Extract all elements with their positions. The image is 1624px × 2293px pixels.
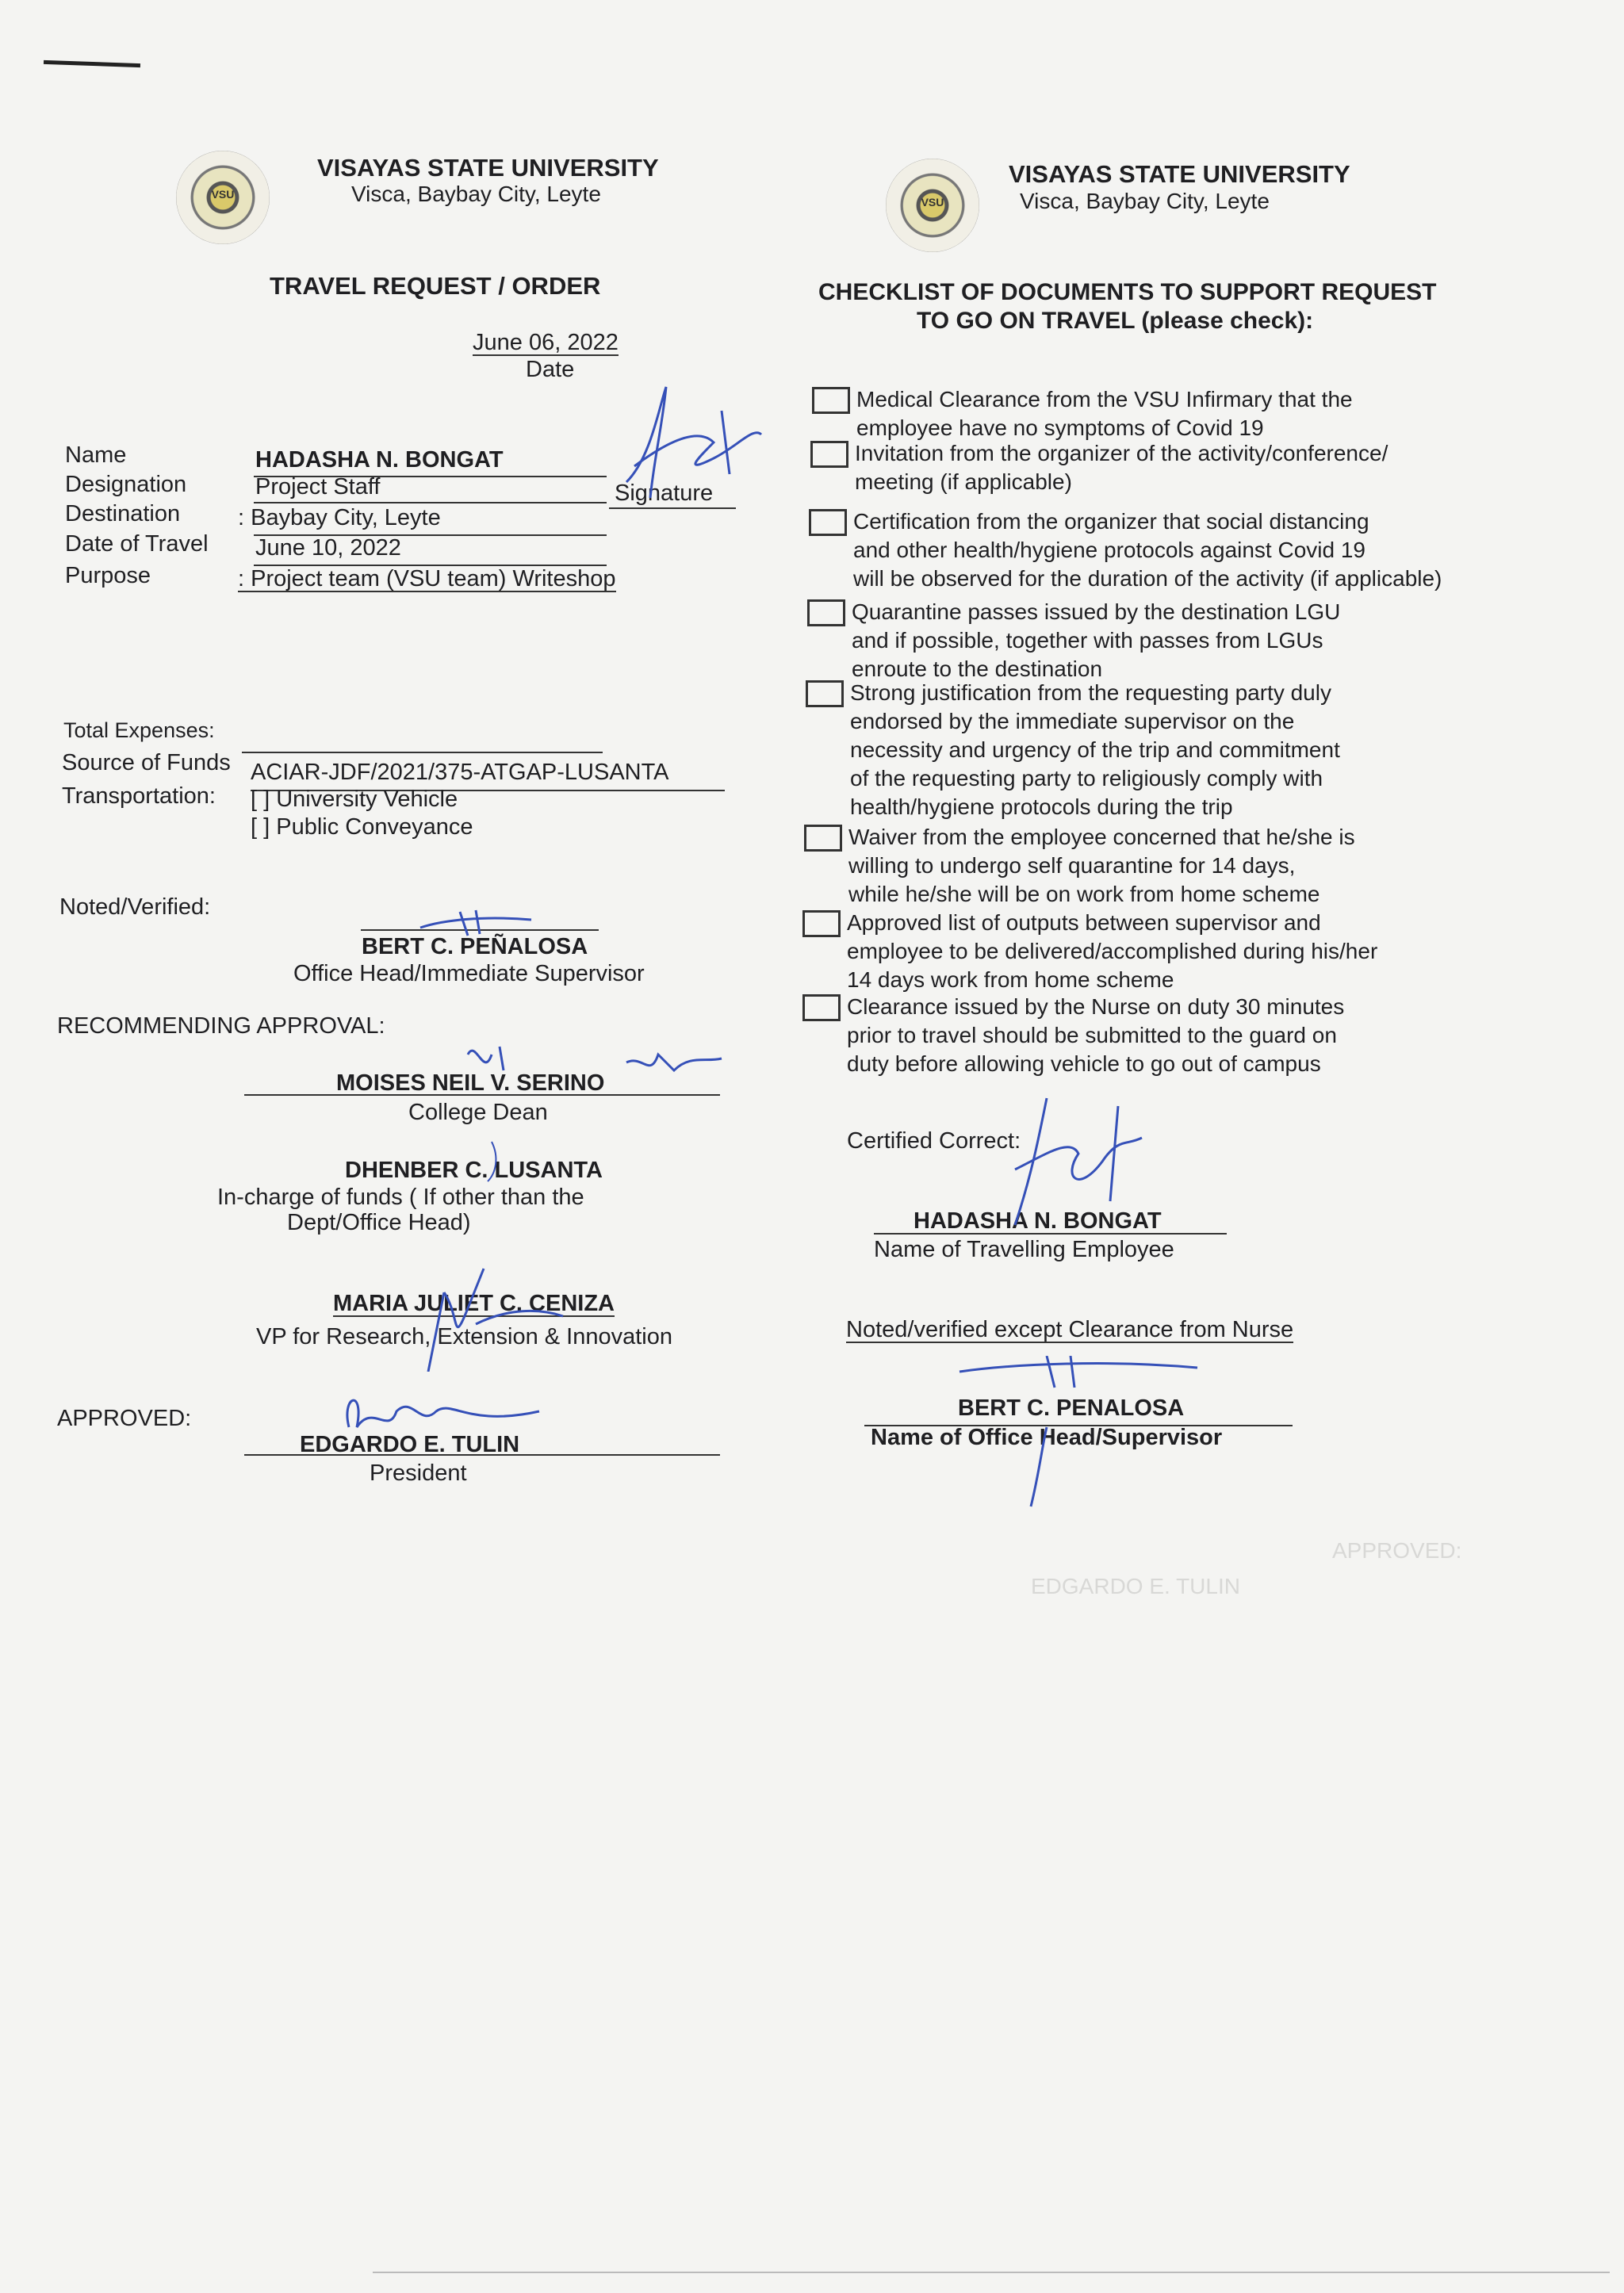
checklist-item-text: while he/she will be on work from home scheme (848, 882, 1320, 906)
checklist-item-text: health/hygiene protocols during the trip (850, 794, 1233, 819)
source-of-funds-label: Source of Funds (62, 750, 231, 775)
date-label: Date (526, 357, 575, 382)
checklist-item-text: Medical Clearance from the VSU Infirmary that the (856, 387, 1353, 412)
purpose-value: : Project team (VSU team) Writeshop (238, 566, 616, 591)
checklist-title-1: CHECKLIST OF DOCUMENTS TO SUPPORT REQUEST (818, 279, 1437, 305)
checklist-item-text: employee to be delivered/accomplished during his/her (847, 939, 1378, 963)
noted-except-nurse: Noted/verified except Clearance from Nurse (846, 1317, 1294, 1342)
office-head-signature-icon (952, 1356, 1205, 1514)
checklist-item-text: and other health/hygiene protocols against Covid 19 (853, 538, 1365, 562)
president-signature-icon (333, 1380, 555, 1451)
university-name-right: VISAYAS STATE UNIVERSITY (1009, 160, 1350, 188)
checklist-item-text: employee have no symptoms of Covid 19 (856, 415, 1264, 440)
checklist-item-text: Certification from the organizer that social distancing (853, 509, 1369, 534)
request-date: June 06, 2022 (473, 330, 619, 355)
dean-name: MOISES NEIL V. SERINO (336, 1070, 605, 1096)
noted-name: BERT C. PEÑALOSA (362, 934, 588, 959)
employee-signature-icon (983, 1090, 1158, 1233)
approved-label: APPROVED: (57, 1406, 192, 1431)
vp-name: MARIA JULIET C. CENIZA (333, 1291, 615, 1316)
signature-label: Signature (615, 480, 714, 506)
checklist-item-text: will be observed for the duration of the activity (if applicable) (853, 566, 1442, 591)
checklist-checkbox[interactable] (809, 509, 847, 536)
checklist-item-text: of the requesting party to religiously comply with (850, 766, 1323, 790)
transportation-label: Transportation: (62, 783, 216, 809)
checklist-item-text: endorsed by the immediate supervisor on the (850, 709, 1295, 733)
traveller-signature-icon (603, 379, 777, 514)
funds-signature-icon (476, 1134, 523, 1197)
checklist-checkbox[interactable] (802, 910, 841, 937)
university-address: Visca, Baybay City, Leyte (351, 182, 601, 206)
university-address-right: Visca, Baybay City, Leyte (1020, 189, 1270, 213)
name-value: HADASHA N. BONGAT (255, 447, 504, 473)
date-of-travel-label: Date of Travel (65, 531, 209, 557)
checklist-item-text: Quarantine passes issued by the destination LGU (852, 599, 1341, 624)
checklist-checkbox[interactable] (804, 825, 842, 852)
university-name: VISAYAS STATE UNIVERSITY (317, 154, 659, 182)
designation-label: Designation (65, 472, 187, 497)
office-head-title: Name of Office Head/Supervisor (871, 1425, 1223, 1450)
source-of-funds-value: ACIAR-JDF/2021/375-ATGAP-LUSANTA (251, 760, 669, 785)
employee-title: Name of Travelling Employee (874, 1237, 1174, 1262)
checklist-checkbox[interactable] (806, 680, 844, 707)
dean-title: College Dean (408, 1100, 548, 1125)
destination-label: Destination (65, 501, 181, 526)
transport-public-conveyance: [ ] Public Conveyance (251, 814, 473, 840)
dean-signature-icon (444, 1023, 730, 1094)
checklist-item-text: Waiver from the employee concerned that he/she is (848, 825, 1355, 849)
checklist-item-text: duty before allowing vehicle to go out of campus (847, 1051, 1321, 1076)
recommending-approval-label: RECOMMENDING APPROVAL: (57, 1013, 385, 1039)
scan-mark (44, 60, 140, 67)
checklist-title-2: TO GO ON TRAVEL (please check): (917, 308, 1314, 334)
checklist-item-text: Clearance issued by the Nurse on duty 30 minutes (847, 994, 1345, 1019)
employee-name: HADASHA N. BONGAT (914, 1208, 1162, 1234)
checklist-item-text: 14 days work from home scheme (847, 967, 1174, 992)
purpose-label: Purpose (65, 563, 151, 588)
funds-in-charge-name: DHENBER C. LUSANTA (345, 1158, 603, 1183)
checklist-item-text: Invitation from the organizer of the activity/conference/ (855, 441, 1388, 465)
vp-signature-icon (396, 1261, 571, 1372)
checklist-checkbox[interactable] (810, 441, 848, 468)
checklist-item-text: and if possible, together with passes from LGUs (852, 628, 1323, 653)
president-name: EDGARDO E. TULIN (300, 1432, 520, 1457)
total-expenses-label: Total Expenses: (63, 718, 215, 742)
transport-university-vehicle: [ ] University Vehicle (251, 787, 458, 812)
checklist-item-text: meeting (if applicable) (855, 469, 1072, 494)
noted-title: Office Head/Immediate Supervisor (293, 961, 645, 986)
checklist-item-text: Approved list of outputs between supervisor and (847, 910, 1321, 935)
designation-value: Project Staff (255, 474, 381, 500)
date-of-travel-value: June 10, 2022 (255, 535, 401, 561)
checklist-item-text: willing to undergo self quarantine for 14 days, (848, 853, 1296, 878)
office-head-name: BERT C. PENALOSA (958, 1395, 1185, 1421)
vp-title: VP for Research, Extension & Innovation (256, 1324, 672, 1349)
checklist-item-text: Strong justification from the requesting party duly (850, 680, 1331, 705)
checklist-checkbox[interactable] (802, 994, 841, 1021)
checklist-checkbox[interactable] (812, 387, 850, 414)
noted-signature-icon (412, 904, 539, 944)
funds-in-charge-title-2: Dept/Office Head) (287, 1210, 471, 1235)
university-seal-icon: VSU (176, 151, 270, 244)
noted-verified-label: Noted/Verified: (59, 894, 211, 920)
form-title: TRAVEL REQUEST / ORDER (270, 272, 601, 300)
certified-correct-label: Certified Correct: (847, 1128, 1021, 1154)
checklist-item-text: prior to travel should be submitted to the guard on (847, 1023, 1337, 1047)
checklist-checkbox[interactable] (807, 599, 845, 626)
name-label: Name (65, 442, 127, 468)
checklist-item-text: necessity and urgency of the trip and commitment (850, 737, 1340, 762)
university-seal-icon-right: VSU (886, 159, 979, 252)
checklist-item-text: enroute to the destination (852, 657, 1103, 681)
destination-value: : Baybay City, Leyte (238, 505, 441, 530)
president-title: President (370, 1460, 467, 1486)
funds-in-charge-title-1: In-charge of funds ( If other than the (217, 1185, 584, 1210)
